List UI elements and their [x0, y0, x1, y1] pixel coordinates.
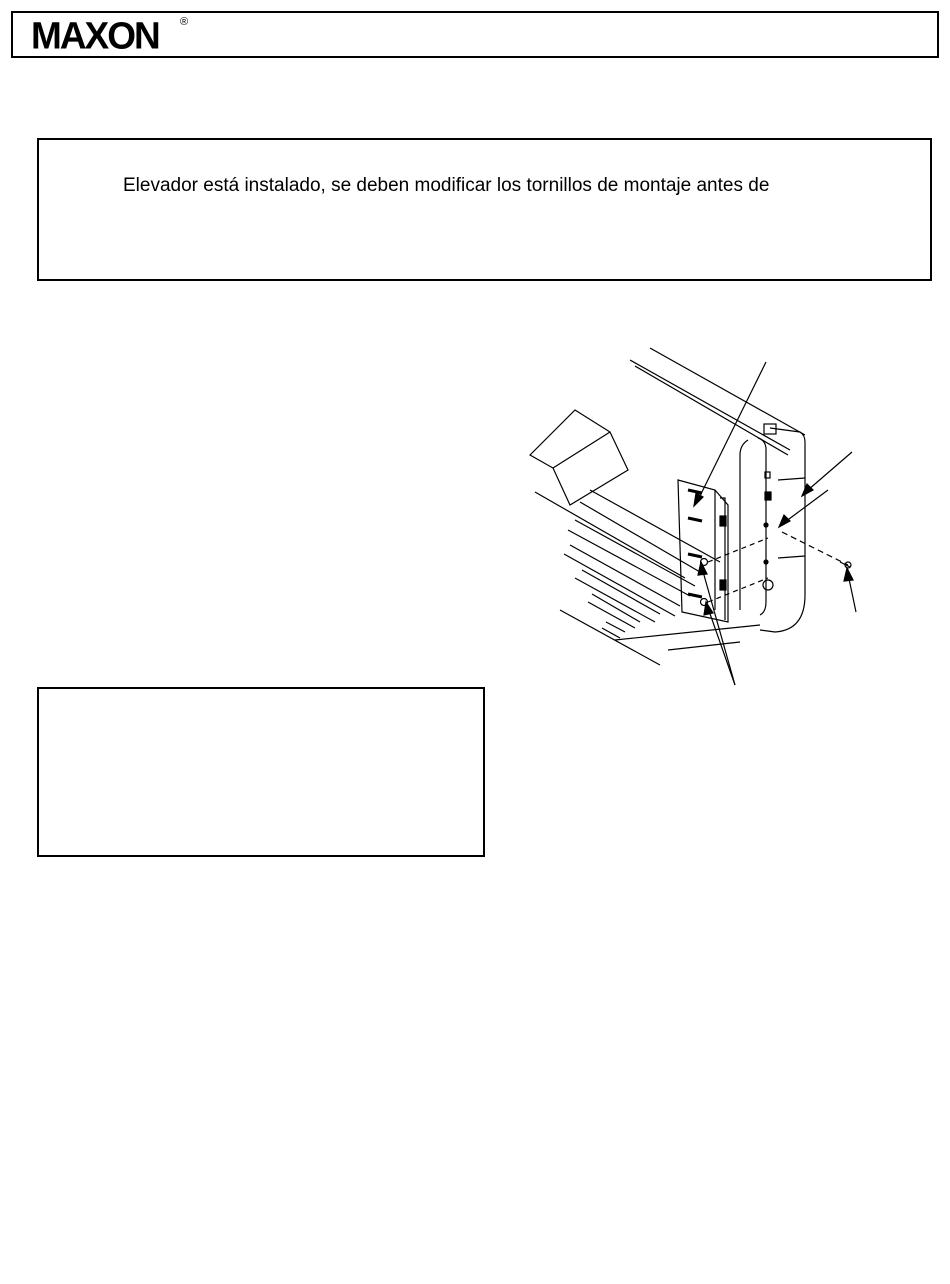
- page-header: [11, 11, 939, 58]
- maxon-logo: MAXON: [31, 14, 159, 57]
- registered-mark: ®: [180, 16, 189, 28]
- empty-note-box: [37, 687, 485, 857]
- liftgate-mounting-diagram: [520, 340, 940, 690]
- notice-text: Elevador está instalado, se deben modificar los tornillos de montaje antes de: [123, 175, 770, 196]
- notice-box: [37, 138, 932, 281]
